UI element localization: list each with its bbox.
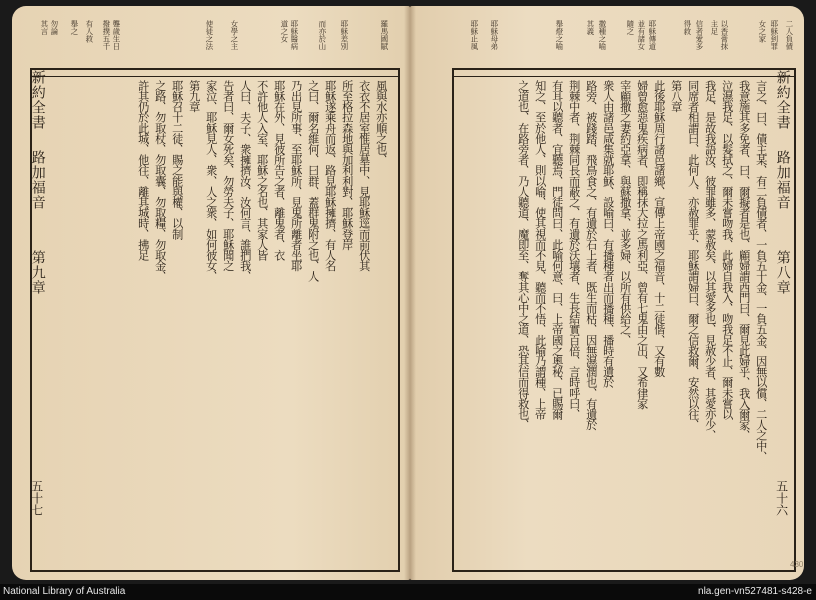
text-column: 荆棘中者、荆棘同長而蔽之、有遺於沃壤者、生長結實百倍、言時呼曰、	[567, 80, 581, 420]
margin-note: 耶穌母弟	[489, 20, 499, 50]
margin-note: 女學之主	[229, 20, 239, 50]
text-column: 不許他人入室、耶穌之名也、其家人皆	[255, 80, 269, 261]
text-column: 言之、曰、債主某、有二負債者、一負五十金、一負五金、因無以償、二人之中、	[754, 80, 768, 462]
chapter-heading: 第八章	[669, 80, 683, 112]
text-column: 風與水亦順之也、	[374, 80, 388, 165]
text-column: 所至格拉森地與加利利對、耶穌登岸	[340, 80, 354, 250]
text-column: 人曰、夫子、衆擁擠汝、汝何言、誰捫我、	[238, 80, 252, 282]
header-chapter-p56: 第八章	[774, 250, 791, 295]
chapter-heading: 第九章	[187, 80, 201, 112]
text-column: 我意施其多免者、曰、爾擬者是也、顧婦謂西門曰、爾見此婦乎、我入爾家、	[737, 80, 751, 441]
margin-note: 女之家	[757, 20, 767, 43]
text-column: 衣衣不居室惟居墓中、見耶穌逕而前伏其	[357, 80, 371, 271]
margin-note: 其義	[585, 20, 595, 35]
margin-note: 耶穌差別	[339, 20, 349, 50]
footer-institution: National Library of Australia	[3, 586, 126, 597]
header-title-p56: 新約全書	[774, 70, 791, 130]
margin-note: 舉之	[69, 20, 79, 35]
text-column: 知之、至於他人、則以喻、使其視而不見、聽而不悟、此喻乃謂種、上帝	[533, 80, 547, 420]
column-header-rule-p56	[452, 76, 794, 77]
margin-note: 信者愛多	[694, 20, 704, 50]
pencil-mark: 430	[790, 560, 804, 569]
header-book-p57: 路加福音	[29, 150, 46, 210]
text-column: 告者曰、爾女死矣、勿勞夫子、耶穌聞之	[221, 80, 235, 271]
margin-note: 並有諸女	[636, 20, 646, 50]
margin-note: 勿論	[49, 20, 59, 35]
margin-note: 道之女	[279, 20, 289, 43]
text-column: 此後耶穌周行諸邑諸鄉、宣傳上帝國之福音、十二徒偕、又有數	[652, 80, 666, 377]
margin-note: 得救	[682, 20, 692, 35]
margin-note: 羅馬國賦	[379, 20, 389, 50]
page-number-p57: 五十七	[29, 480, 44, 516]
margin-note: 撒種之喻	[597, 20, 607, 50]
margin-note: 有人救	[84, 20, 94, 43]
footer-identifier: nla.gen-vn527481-s428-e	[698, 586, 812, 597]
header-book-p56: 路加福音	[774, 150, 791, 210]
margin-note: 耶穌傳道	[647, 20, 657, 50]
book-gutter	[404, 6, 416, 580]
text-column: 衆人由諸邑咸集就耶穌、設喻曰、有播種者出而播種、播時有遺於	[601, 80, 615, 388]
text-column: 之曰、爾名維何、曰群、蓋群鬼附之也、人	[306, 80, 320, 282]
library-footer	[0, 584, 816, 600]
margin-note: 使徒之法	[204, 20, 214, 50]
text-column: 家泣、耶穌見人、衆、人之衆、如何彼女、	[204, 80, 218, 282]
text-column: 乃出見所事、至耶穌所、見鬼所離者坐耶	[289, 80, 303, 271]
margin-note: 其言	[39, 20, 49, 35]
margin-note: 以香膏抹	[719, 20, 729, 50]
text-column: 之道也、在路旁者、乃人聽道、魔即至、奪其心中之道、恐其信而得救也、	[516, 80, 530, 430]
text-column: 耶穌在外、見彼所告之者、離鬼者、衣	[272, 80, 286, 261]
margin-note: 二人負債	[784, 20, 794, 50]
margin-note: 而亦於山	[317, 20, 327, 50]
text-column: 有耳以聽者、宜聽焉、門徒問曰、此喻何意、曰、上帝國之奧秘、已賜爾	[550, 80, 564, 420]
margin-note: 撥撲五千	[101, 20, 111, 50]
text-column: 我足、是故我語汝、彼罪雖多、蒙赦矣、以其愛多也、見赦少者、其愛亦少、	[703, 80, 717, 441]
margin-note: 耶穌醫病	[289, 20, 299, 50]
text-column: 泣濕我足、以髮拭之、爾未嘗吻我、此婦自我入、吻我足不止、爾未嘗以	[720, 80, 734, 420]
margin-note: 隨之	[625, 20, 635, 35]
margin-note: 舉燈之喻	[554, 20, 564, 50]
text-column: 耶穌遂乘舟而返、路見耶穌擁擠、有人名	[323, 80, 337, 271]
text-column: 同席者相謂曰、此何人、亦赦罪乎、耶穌謂婦曰、爾之信救爾、安然以往、	[686, 80, 700, 430]
page-number-p56: 五十六	[774, 480, 789, 516]
text-column: 宰顧撒之妻約亞拿、與蘇撒拿、並多婦、以所有供給之、	[618, 80, 632, 346]
margin-note: 主足	[709, 20, 719, 35]
margin-note: 聾歲生日	[111, 20, 121, 50]
text-column: 耶穌召十二徒、賜之能與權、以制	[170, 80, 184, 240]
text-column: 婦曾愈惡鬼疾病者、即稱抹大拉之馬利亞、曾有七鬼由之出、又希律家	[635, 80, 649, 409]
margin-note: 耶穌到罪	[769, 20, 779, 50]
margin-note: 耶穌止風	[469, 20, 479, 50]
text-column: 路旁、被踐踏、飛鳥食之、有遺於石上者、既生而枯、因無濕潤也、有遺於	[584, 80, 598, 430]
text-column: 之路、勿取杖、勿取囊、勿取糧、勿取金、	[153, 80, 167, 282]
text-column: 許其仍於此城、他往、離其城時、拂足	[136, 80, 150, 261]
header-chapter-p57: 第九章	[29, 250, 46, 295]
header-title-p57: 新約全書	[29, 70, 46, 130]
